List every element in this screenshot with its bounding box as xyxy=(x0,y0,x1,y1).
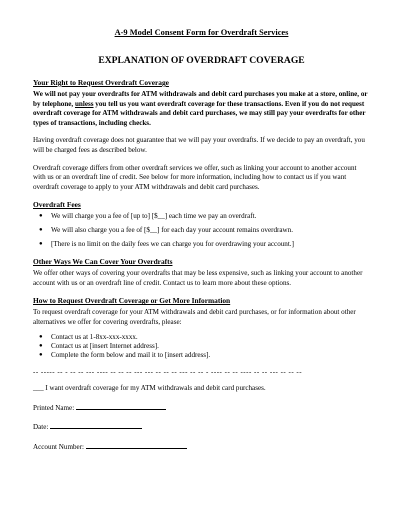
printed-name-label: Printed Name: xyxy=(33,403,75,412)
other-ways-heading: Other Ways We Can Cover Your Overdrafts xyxy=(33,257,173,267)
list-item xyxy=(33,342,370,351)
list-item xyxy=(33,212,370,222)
overdraft-fees-list xyxy=(33,212,370,249)
consent-text: I want overdraft coverage for my ATM withdrawals and debit card purchases. xyxy=(43,384,266,393)
printed-name-row xyxy=(33,402,370,414)
unless-emphasis: unless xyxy=(74,99,94,108)
list-item xyxy=(33,240,370,250)
bullet-icon: ● xyxy=(39,333,43,340)
fee-item-text: [There is no limit on the daily fees we can charge you for overdrawing your account.] xyxy=(51,239,294,248)
list-item xyxy=(33,333,370,342)
contact-methods-list xyxy=(33,333,370,361)
bullet-icon: ● xyxy=(39,226,43,233)
contact-item-text: Complete the form below and mail it to [insert address]. xyxy=(51,350,211,359)
coverage-differs-paragraph: Overdraft coverage differs from other overdraft services we offer, such as linking your account to another account with us or an overdraft line of credit. See below for more information, including how to contact us if you want overdraft coverage to apply to your ATM withdrawals and debit card purchases. xyxy=(33,163,357,191)
cut-line-divider: -- ----- -- - -- -- --- ---- -- -- -- --- --- -- -- -- --- -- -- - ---- -- -- ---- -- -- --- -- -- -- xyxy=(33,368,303,377)
date-row xyxy=(33,421,370,433)
coverage-guarantee-paragraph: Having overdraft coverage does not guarantee that we will pay your overdrafts. If we decide to pay an overdraft, you will be charged fees as described below. xyxy=(33,136,365,154)
bullet-icon: ● xyxy=(39,240,43,247)
date-field[interactable] xyxy=(50,421,142,429)
account-number-row xyxy=(33,441,370,453)
right-to-request-heading: Your Right to Request Overdraft Coverage xyxy=(33,78,169,87)
list-item xyxy=(33,351,370,360)
bullet-icon: ● xyxy=(39,342,43,349)
other-ways-paragraph: We offer other ways of covering your overdrafts that may be less expensive, such as linking your account to another account with us or an overdraft line of credit. Contact us to learn more about these options. xyxy=(33,269,363,287)
date-label: Date: xyxy=(33,423,49,432)
how-to-request-heading: How to Request Overdraft Coverage or Get More Information xyxy=(33,296,231,306)
account-number-field[interactable] xyxy=(86,441,187,449)
bold-paragraph-part-1: We will not pay your overdrafts for ATM withdrawals and debit card purchases you make at a store, online, or by telephone, xyxy=(33,90,368,108)
bullet-icon: ● xyxy=(39,351,43,358)
consent-blank[interactable]: ___ xyxy=(33,384,44,393)
list-item xyxy=(33,226,370,236)
fee-item-text: We will also charge you a fee of [$__] for each day your account remains overdrawn. xyxy=(51,225,293,234)
consent-checkbox-line[interactable] xyxy=(33,384,370,394)
printed-name-field[interactable] xyxy=(76,402,166,410)
document-title: A-9 Model Consent Form for Overdraft Services xyxy=(114,28,289,37)
contact-item-text: Contact us at [insert Internet address]. xyxy=(51,341,159,350)
right-to-request-bold-paragraph xyxy=(33,90,370,128)
bold-paragraph-part-2: you tell us you want overdraft coverage for these transactions. Even if you do not request overdraft coverage for ATM withdrawals and debit card purchases, we may still pay your overdrafts for other types of transactions, including checks. xyxy=(33,99,366,127)
account-number-label: Account Number: xyxy=(33,442,85,451)
overdraft-fees-heading: Overdraft Fees xyxy=(33,200,81,210)
how-to-request-paragraph: To request overdraft coverage for your ATM withdrawals and debit card purchases, or for information about other alternatives we offer for covering overdrafts, please: xyxy=(33,308,356,326)
contact-item-text: Contact us at 1-8xx-xxx-xxxx. xyxy=(51,332,138,341)
main-heading: EXPLANATION OF OVERDRAFT COVERAGE xyxy=(98,55,305,66)
bullet-icon: ● xyxy=(39,213,43,220)
fee-item-text: We will charge you a fee of [up to] [$__] each time we pay an overdraft. xyxy=(51,212,257,221)
